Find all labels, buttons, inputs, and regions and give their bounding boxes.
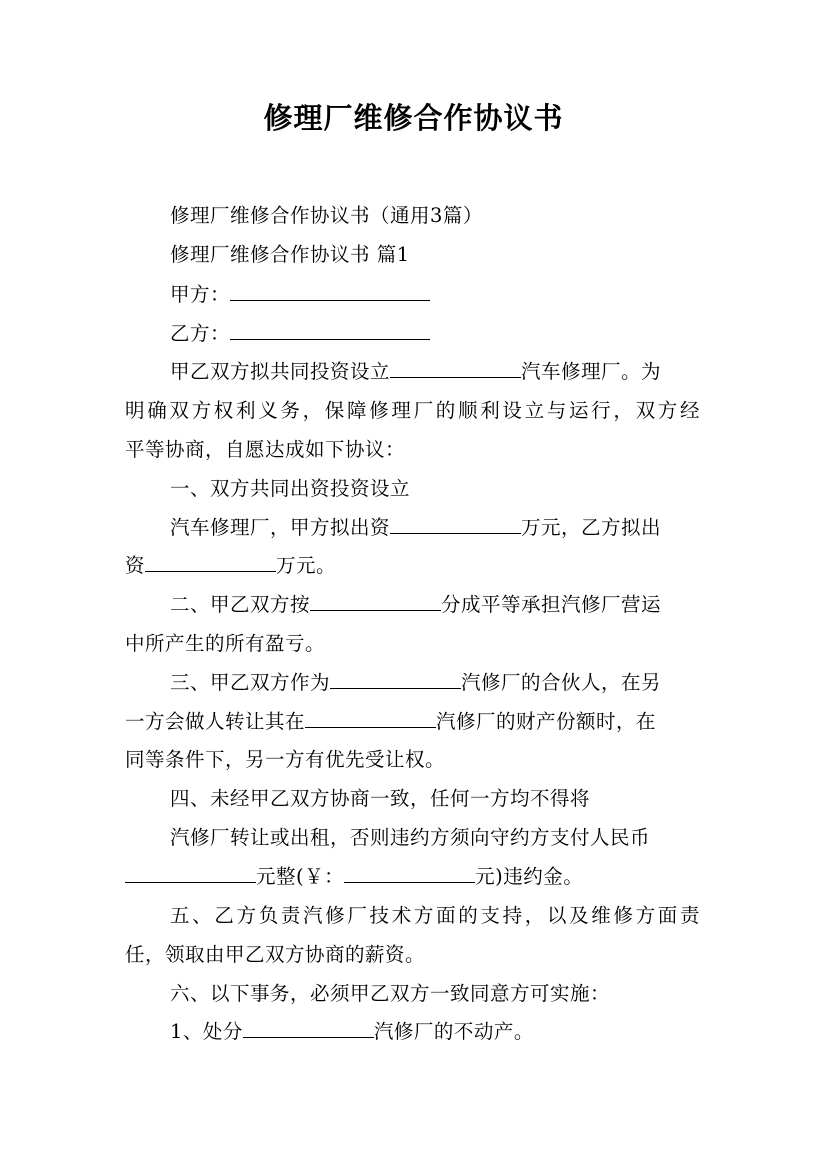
text-segment: 元)违约金。 xyxy=(475,865,584,888)
paragraph-line: 中所产生的所有盈亏。 xyxy=(125,632,326,655)
text-segment: 元整(￥： xyxy=(256,865,345,888)
party-b-line xyxy=(170,318,430,346)
text-segment: 1、处分 xyxy=(170,1020,243,1043)
paragraph-line xyxy=(170,356,661,384)
text-segment: 汽修厂的不动产。 xyxy=(373,1020,534,1043)
document-title: 修理厂维修合作协议书 xyxy=(263,101,564,135)
fill-blank xyxy=(390,376,521,378)
fill-blank xyxy=(310,609,441,611)
paragraph-line xyxy=(125,550,336,578)
sub-clause-1-line xyxy=(170,1016,534,1044)
party-a-blank xyxy=(230,299,430,301)
text-segment: 汽车修理厂，甲方拟出资 xyxy=(170,516,391,539)
paragraph-line: 同等条件下，另一方有优先受让权。 xyxy=(125,748,446,771)
fill-blank xyxy=(145,570,276,572)
subtitle-line: 修理厂维修合作协议书（通用3篇） xyxy=(170,204,483,227)
paragraph-line xyxy=(170,512,661,540)
text-segment: 甲乙双方拟共同投资设立 xyxy=(170,360,391,383)
text-segment: 万元。 xyxy=(276,554,337,577)
text-segment: 分成平等承担汽修厂营运 xyxy=(441,593,662,616)
clause-1-heading: 一、双方共同出资投资设立 xyxy=(170,477,411,500)
paragraph-line: 任，领取由甲乙双方协商的薪资。 xyxy=(125,943,426,966)
clause-6-line: 六、以下事务，必须甲乙双方一致同意方可实施： xyxy=(170,982,611,1005)
clause-3-line xyxy=(170,667,661,695)
party-a-line xyxy=(170,279,430,307)
paragraph-line xyxy=(125,706,656,734)
text-segment: 汽修厂的合伙人，在另 xyxy=(461,671,662,694)
party-b-blank xyxy=(230,338,430,340)
text-segment: 汽修厂的财产份额时，在 xyxy=(436,710,657,733)
text-segment: 二、甲乙双方按 xyxy=(170,593,311,616)
party-a-label: 甲方： xyxy=(170,283,231,306)
party-b-label: 乙方： xyxy=(170,322,231,345)
paragraph-line: 明确双方权利义务，保障修理厂的顺利设立与运行，双方经 xyxy=(125,399,700,422)
fill-blank xyxy=(390,532,521,534)
text-segment: 万元，乙方拟出 xyxy=(521,516,662,539)
text-segment: 汽车修理厂。为 xyxy=(521,360,662,383)
clause-4-line: 四、未经甲乙双方协商一致，任何一方均不得将 xyxy=(170,787,591,810)
fill-blank xyxy=(125,881,256,883)
text-segment: 资 xyxy=(125,554,146,577)
text-segment: 三、甲乙双方作为 xyxy=(170,671,331,694)
clause-5-line: 五、乙方负责汽修厂技术方面的支持，以及维修方面责 xyxy=(170,904,700,927)
text-segment: 一方会做人转让其在 xyxy=(125,710,306,733)
paragraph-line: 汽修厂转让或出租，否则违约方须向守约方支付人民币 xyxy=(170,826,651,849)
fill-blank xyxy=(330,687,461,689)
fill-blank xyxy=(344,881,475,883)
fill-blank xyxy=(243,1036,374,1038)
clause-2-line xyxy=(170,589,661,617)
fill-blank xyxy=(305,726,436,728)
paragraph-line: 平等协商，自愿达成如下协议： xyxy=(125,438,406,461)
section-heading: 修理厂维修合作协议书 篇1 xyxy=(170,243,410,266)
paragraph-line xyxy=(125,861,583,889)
